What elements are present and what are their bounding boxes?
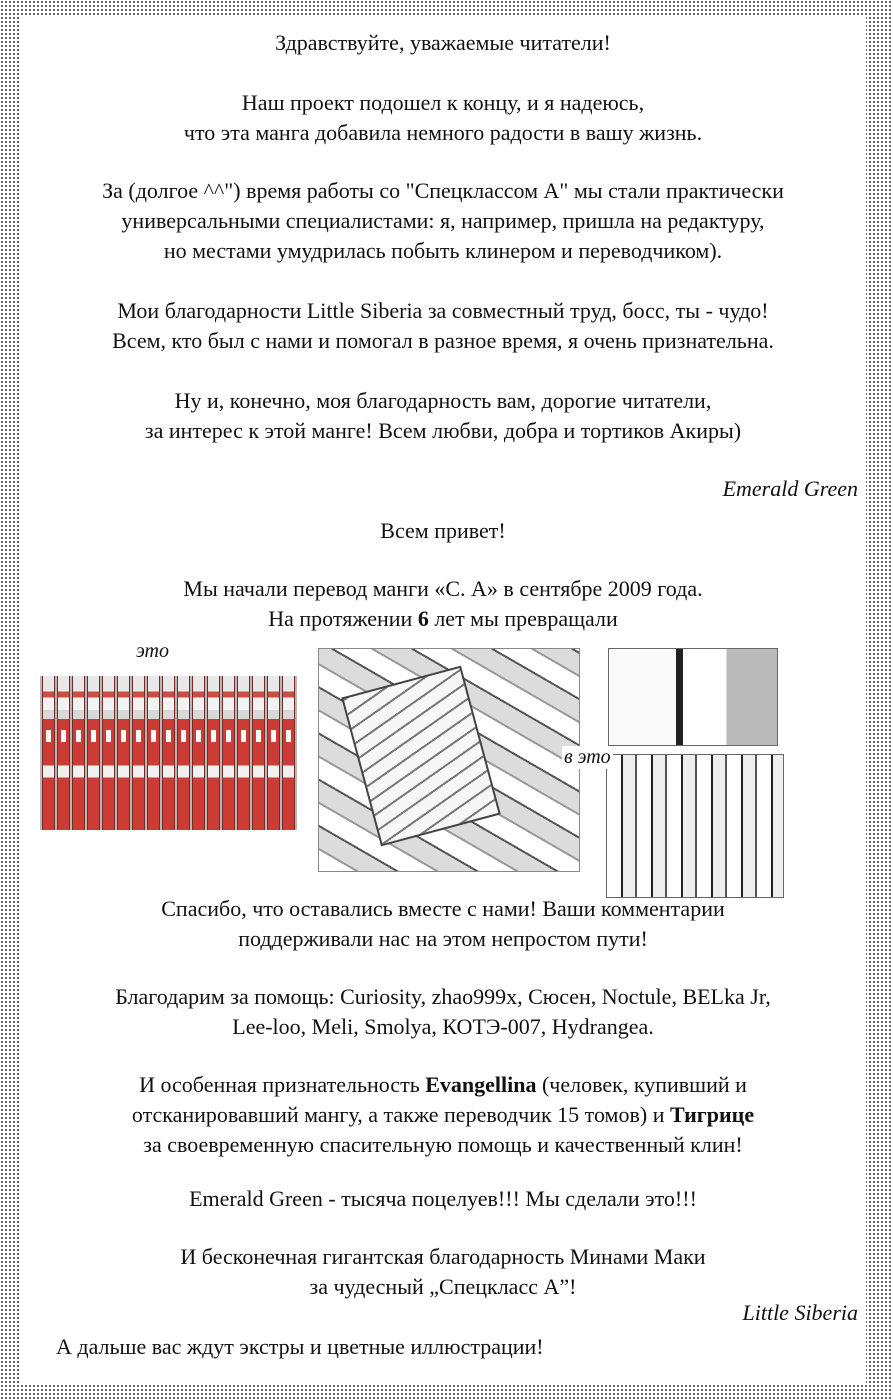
volume-spine	[237, 676, 250, 830]
caption-into-this: в это	[564, 746, 611, 768]
name-evangellina: Evangellina	[425, 1072, 537, 1097]
signature-little-siberia: Little Siberia	[742, 1300, 858, 1325]
volume-spine	[117, 676, 130, 830]
paragraph-text: За (долгое ^^") время работы со "Спецклассом А" мы стали практически	[102, 178, 784, 203]
volume-spine	[282, 676, 295, 830]
text-span: отсканировавший мангу, а также переводчик 15 томов) и	[131, 1102, 670, 1127]
paragraph-text: Мы начали перевод манги «С. А» в сентябре 2009 года.	[183, 576, 703, 601]
paragraph-text	[20, 1100, 866, 1130]
text-span: (человек, купивший и	[536, 1072, 747, 1097]
volume-spine	[192, 676, 205, 830]
paragraph-text: универсальными специалистами: я, например, пришла на редактуру,	[121, 208, 765, 233]
paragraph-text: за чудесный „Спецкласс А”!	[309, 1274, 577, 1299]
text-span: И особенная признательность	[139, 1072, 426, 1097]
paragraph-text	[20, 1070, 866, 1100]
translated-panel-top-image	[608, 648, 778, 746]
greeting-part2: Всем привет!	[380, 518, 506, 543]
volume-spine	[87, 676, 100, 830]
paragraph-text: но местами умудрилась побыть клинером и переводчиком).	[163, 238, 723, 263]
volume-spine	[42, 676, 55, 830]
afterword-page	[20, 16, 866, 1384]
paragraph-text: Emerald Green - тысяча поцелуев!!! Мы сделали это!!!	[189, 1186, 697, 1211]
paragraph-text	[20, 604, 866, 634]
scanned-pages-image	[318, 648, 580, 872]
volume-spine	[222, 676, 235, 830]
paragraph-text: за своевременную спасительную помощь и качественный клин!	[143, 1132, 743, 1157]
translated-panel-bottom-image	[606, 754, 784, 898]
greeting-part1: Здравствуйте, уважаемые читатели!	[275, 30, 611, 55]
volumes-shelf-image	[40, 676, 297, 830]
volume-spine	[207, 676, 220, 830]
volume-spine	[102, 676, 115, 830]
paragraph-text: Мои благодарности Little Siberia за совместный труд, босс, ты - чудо!	[117, 298, 769, 323]
paragraph-text: поддерживали нас на этом непростом пути!	[238, 926, 648, 951]
helpers-list: Lee-loo, Meli, Smolya, КОТЭ-007, Hydrangea.	[232, 1014, 654, 1039]
volume-spine	[57, 676, 70, 830]
paragraph-text: Всем, кто был с нами и помогал в разное время, я очень признательна.	[112, 328, 774, 353]
volume-spine	[267, 676, 280, 830]
caption-this: это	[136, 640, 169, 662]
volume-spine	[132, 676, 145, 830]
volume-spine	[162, 676, 175, 830]
paragraph-text: Ну и, конечно, моя благодарность вам, дорогие читатели,	[174, 388, 712, 413]
helpers-list: Благодарим за помощь: Curiosity, zhao999x, Сюсен, Noctule, BELka Jr,	[115, 984, 771, 1009]
text-span: лет мы превращали	[428, 606, 618, 631]
paragraph-text: И бесконечная гигантская благодарность Минами Маки	[180, 1244, 706, 1269]
volume-spine	[252, 676, 265, 830]
volume-spine	[72, 676, 85, 830]
text-span: На протяжении	[268, 606, 418, 631]
paragraph-text: за интерес к этой манге! Всем любви, добра и тортиков Акиры)	[144, 418, 742, 443]
volume-spine	[147, 676, 160, 830]
volume-spine	[177, 676, 190, 830]
signature-emerald-green: Emerald Green	[722, 476, 858, 501]
closing-text: А дальше вас ждут экстры и цветные иллюстрации!	[56, 1334, 544, 1359]
paragraph-text: Спасибо, что оставались вместе с нами! Ваши комментарии	[161, 896, 725, 921]
paragraph-text: Наш проект подошел к концу, и я надеюсь,	[241, 90, 645, 115]
paragraph-text: что эта манга добавила немного радости в вашу жизнь.	[183, 120, 703, 145]
years-count: 6	[417, 606, 429, 631]
name-tigritse: Тигрице	[669, 1102, 755, 1127]
